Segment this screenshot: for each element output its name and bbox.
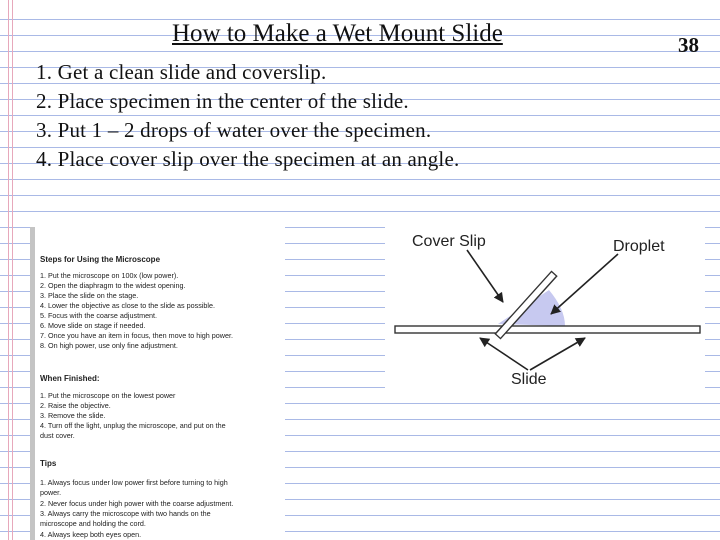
sheet-step: 7. Once you have an item in focus, then move to high power. <box>40 331 233 340</box>
sheet-step: 1. Put the microscope on 100x (low power). <box>40 271 179 280</box>
sheet-tips-heading: Tips <box>40 459 57 468</box>
sheet-step: 8. On high power, use only fine adjustment. <box>40 341 178 350</box>
droplet-arrow <box>551 254 618 314</box>
droplet-label: Droplet <box>613 238 665 255</box>
sheet-finished-step: 4. Turn off the light, unplug the microscope, and put on the <box>40 421 226 430</box>
sheet-step: 2. Open the diaphragm to the widest opening. <box>40 281 186 290</box>
slide-label: Slide <box>511 371 547 388</box>
sheet-tip: 3. Always carry the microscope with two hands on the <box>40 509 211 518</box>
sheet-step: 5. Focus with the coarse adjustment. <box>40 311 158 320</box>
sheet-tip: 1. Always focus under low power first before turning to high <box>40 478 228 487</box>
wet-mount-diagram <box>385 222 705 402</box>
sheet-step: 3. Place the slide on the stage. <box>40 291 139 300</box>
sheet-edge <box>30 227 35 540</box>
margin-line-2 <box>12 0 13 540</box>
sheet-tip: 4. Always keep both eyes open. <box>40 530 142 539</box>
slide-shape <box>395 326 700 333</box>
sheet-finished-step: 3. Remove the slide. <box>40 411 106 420</box>
margin-line-1 <box>8 0 9 540</box>
cover-slip-arrow <box>467 250 503 302</box>
slide-arrow-left <box>480 338 528 370</box>
sheet-tip: power. <box>40 488 62 497</box>
cover-slip-label: Cover Slip <box>412 233 486 250</box>
sheet-finished-step: dust cover. <box>40 431 75 440</box>
microscope-instructions-sheet <box>30 227 285 540</box>
sheet-finished-step: 1. Put the microscope on the lowest power <box>40 391 176 400</box>
step-item: 4. Place cover slip over the specimen at an angle. <box>36 147 460 171</box>
step-item: 1. Get a clean slide and coverslip. <box>36 60 327 84</box>
page-title: How to Make a Wet Mount Slide <box>172 20 503 47</box>
steps-list <box>36 58 459 174</box>
sheet-step: 4. Lower the objective as close to the slide as possible. <box>40 301 215 310</box>
step-item: 2. Place specimen in the center of the slide. <box>36 89 409 113</box>
sheet-tip: microscope and holding the cord. <box>40 519 146 528</box>
sheet-step: 6. Move slide on stage if needed. <box>40 321 146 330</box>
sheet-finished-step: 2. Raise the objective. <box>40 401 111 410</box>
sheet-heading: Steps for Using the Microscope <box>40 255 161 264</box>
page-number: 38 <box>678 33 699 57</box>
step-item: 3. Put 1 – 2 drops of water over the specimen. <box>36 118 432 142</box>
slide-arrow-right <box>530 338 585 370</box>
sheet-tip: 2. Never focus under high power with the coarse adjustment. <box>40 499 234 508</box>
sheet-finished-heading: When Finished: <box>40 374 100 383</box>
